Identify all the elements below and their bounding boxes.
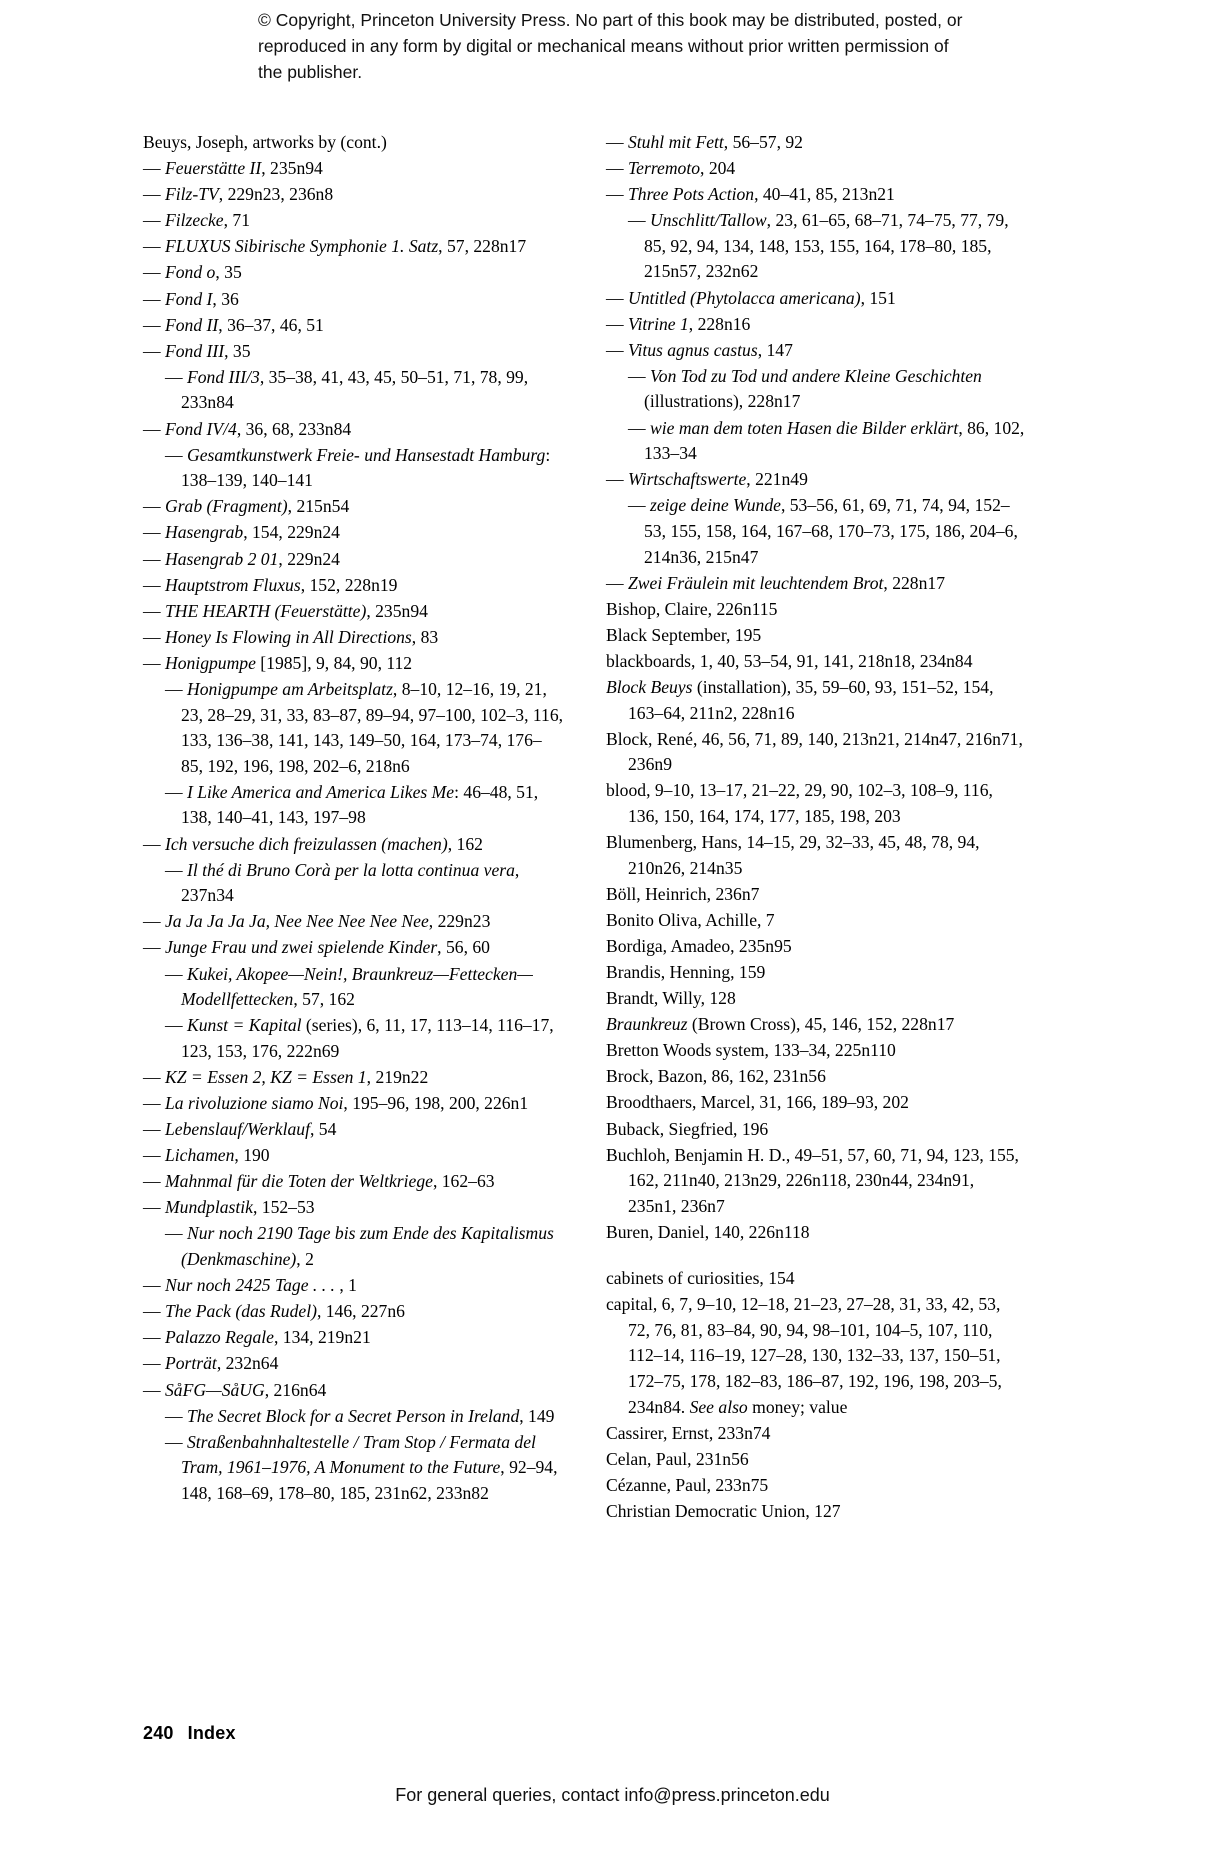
index-entry: — Unschlitt/Tallow, 23, 61–65, 68–71, 74–75, 77, 79, 85, 92, 94, 134, 148, 153, 155, 164, 178–80, 185, 215n57, 232n62: [628, 210, 1009, 282]
index-column-right: [606, 130, 1026, 1525]
index-entry: Cassirer, Ernst, 233n74: [606, 1422, 771, 1443]
index-entry: — Fond II, 36–37, 46, 51: [143, 314, 324, 335]
index-entry: Bordiga, Amadeo, 235n95: [606, 935, 792, 956]
index-entry: — Gesamtkunstwerk Freie- und Hansestadt Hamburg: 138–139, 140–141: [165, 444, 551, 491]
index-entry: — Vitus agnus castus, 147: [606, 339, 793, 360]
index-entry: — The Secret Block for a Secret Person in Ireland, 149: [165, 1405, 555, 1426]
index-entry: — Hasengrab 2 01, 229n24: [143, 548, 340, 569]
index-entry: Brandt, Willy, 128: [606, 988, 736, 1009]
index-entry: — Kunst = Kapital (series), 6, 11, 17, 113–14, 116–17, 123, 153, 176, 222n69: [165, 1015, 554, 1061]
index-entry: — Honigpumpe am Arbeitsplatz, 8–10, 12–16, 19, 21, 23, 28–29, 31, 33, 83–87, 89–94, 97–100, 102–3, 116, 133, 136–38, 141, 143, 149–50, 164, 173–74, 176–85, 192, 196, 198, 202–6, 218n6: [165, 678, 564, 776]
index-entry: — Stuhl mit Fett, 56–57, 92: [606, 132, 803, 152]
index-entry: — Ich versuche dich freizulassen (machen), 162: [143, 833, 483, 854]
index-entry: — THE HEARTH (Feuerstätte), 235n94: [143, 600, 428, 621]
index-entry: — Lichamen, 190: [143, 1145, 270, 1166]
index-entry: — Vitrine 1, 228n16: [606, 313, 751, 334]
index-entry: — Fond IV/4, 36, 68, 233n84: [143, 418, 352, 439]
index-entry: — Fond o, 35: [143, 262, 242, 283]
index-entry: capital, 6, 7, 9–10, 12–18, 21–23, 27–28, 31, 33, 42, 53, 72, 76, 81, 83–84, 90, 94, 98–101, 104–5, 107, 110, 112–14, 116–19, 127–28, 130, 132–33, 137, 150–51, 172–75, 178, 182–83, 186–87, 192, 196, 198, 203–5, 234n84. See also money; value: [606, 1294, 1002, 1417]
index-entry: — FLUXUS Sibirische Symphonie 1. Satz, 57, 228n17: [143, 236, 527, 257]
index-entry: Bonito Oliva, Achille, 7: [606, 909, 775, 930]
index-entry: Black September, 195: [606, 624, 762, 645]
index-entry: Böll, Heinrich, 236n7: [606, 883, 760, 904]
index-entry: — Nur noch 2425 Tage . . . , 1: [143, 1275, 357, 1296]
index-columns: [143, 130, 1098, 1525]
index-entry: — Hauptstrom Fluxus, 152, 228n19: [143, 574, 398, 595]
page-number: 240: [143, 1723, 174, 1743]
index-entry: — Mahnmal für die Toten der Weltkriege, 162–63: [143, 1171, 495, 1192]
index-entry: — SåFG—SåUG, 216n64: [143, 1379, 327, 1400]
index-entry: — Junge Frau und zwei spielende Kinder, 56, 60: [143, 937, 490, 958]
index-entry: Brock, Bazon, 86, 162, 231n56: [606, 1066, 826, 1087]
index-entry: — Three Pots Action, 40–41, 85, 213n21: [606, 184, 895, 205]
index-entry: — Fond I, 36: [143, 288, 239, 309]
index-entry: — Honigpumpe [1985], 9, 84, 90, 112: [143, 652, 413, 673]
index-entry: — Lebenslauf/Werklauf, 54: [143, 1119, 337, 1140]
index-entry: — Zwei Fräulein mit leuchtendem Brot, 228n17: [606, 572, 945, 593]
index-entry: — Fond III/3, 35–38, 41, 43, 45, 50–51, 71, 78, 99, 233n84: [165, 366, 529, 413]
index-column-left: [143, 130, 563, 1525]
index-entry: — Filzecke, 71: [143, 210, 250, 231]
index-entry: — Palazzo Regale, 134, 219n21: [143, 1327, 371, 1348]
footer-queries: For general queries, contact info@press.princeton.edu: [395, 1785, 830, 1805]
index-entry: — Fond III, 35: [143, 340, 251, 361]
index-entry: Blumenberg, Hans, 14–15, 29, 32–33, 45, 48, 78, 94, 210n26, 214n35: [606, 832, 980, 878]
index-entry: — Kukei, Akopee—Nein!, Braunkreuz—Fettecken—Modellfettecken, 57, 162: [165, 963, 533, 1010]
index-entry: Block Beuys (installation), 35, 59–60, 93, 151–52, 154, 163–64, 211n2, 228n16: [606, 676, 994, 723]
index-entry: Cézanne, Paul, 233n75: [606, 1474, 769, 1495]
index-entry: blood, 9–10, 13–17, 21–22, 29, 90, 102–3, 108–9, 116, 136, 150, 164, 174, 177, 185, 198, 203: [606, 780, 993, 826]
running-head: Index: [187, 1723, 236, 1743]
index-entry: Broodthaers, Marcel, 31, 166, 189–93, 202: [606, 1092, 909, 1113]
index-entry: — La rivoluzione siamo Noi, 195–96, 198, 200, 226n1: [143, 1092, 529, 1113]
section-gap: [606, 1246, 1026, 1266]
index-entry: Braunkreuz (Brown Cross), 45, 146, 152, 228n17: [606, 1014, 955, 1035]
index-entry: — Grab (Fragment), 215n54: [143, 496, 350, 517]
index-entry: Block, René, 46, 56, 71, 89, 140, 213n21, 214n47, 216n71, 236n9: [606, 728, 1023, 775]
index-entry: — I Like America and America Likes Me: 46–48, 51, 138, 140–41, 143, 197–98: [165, 781, 539, 828]
index-entry: — Nur noch 2190 Tage bis zum Ende des Kapitalismus (Denkmaschine), 2: [165, 1223, 554, 1270]
index-entry: Bishop, Claire, 226n115: [606, 598, 778, 619]
index-entry: — zeige deine Wunde, 53–56, 61, 69, 71, 74, 94, 152–53, 155, 158, 164, 167–68, 170–73, 175, 186, 204–6, 214n36, 215n47: [628, 495, 1018, 567]
copyright-notice: © Copyright, Princeton University Press. No part of this book may be distributed, posted, or reproduced in any form by digital or mechanical means without prior written permission of the publisher.: [258, 10, 963, 82]
index-entry: Buren, Daniel, 140, 226n118: [606, 1221, 810, 1242]
index-entry: cabinets of curiosities, 154: [606, 1268, 795, 1289]
index-entry: — Wirtschaftswerte, 221n49: [606, 469, 808, 490]
index-entry: Buback, Siegfried, 196: [606, 1118, 769, 1139]
index-entry: — The Pack (das Rudel), 146, 227n6: [143, 1301, 405, 1322]
index-entry: blackboards, 1, 40, 53–54, 91, 141, 218n18, 234n84: [606, 650, 973, 671]
index-entry: — Untitled (Phytolacca americana), 151: [606, 287, 896, 308]
index-entry: Bretton Woods system, 133–34, 225n110: [606, 1040, 896, 1061]
index-entry: Christian Democratic Union, 127: [606, 1500, 841, 1521]
index-entry: — Terremoto, 204: [606, 158, 736, 179]
folio: [143, 1723, 236, 1744]
index-entry: Celan, Paul, 231n56: [606, 1448, 749, 1469]
index-entry: Brandis, Henning, 159: [606, 962, 766, 982]
index-entry: — Ja Ja Ja Ja Ja, Nee Nee Nee Nee Nee, 229n23: [143, 911, 491, 932]
index-entry: — Feuerstätte II, 235n94: [143, 158, 323, 179]
index-entry: — wie man dem toten Hasen die Bilder erklärt, 86, 102, 133–34: [628, 417, 1025, 464]
index-entry: — Straßenbahnhaltestelle / Tram Stop / Fermata del Tram, 1961–1976, A Monument to the Future, 92–94, 148, 168–69, 178–80, 185, 231n62, 233n82: [165, 1431, 558, 1503]
index-entry: Buchloh, Benjamin H. D., 49–51, 57, 60, 71, 94, 123, 155, 162, 211n40, 213n29, 226n118, 230n44, 234n91, 235n1, 236n7: [606, 1144, 1019, 1216]
index-entry: Beuys, Joseph, artworks by (cont.): [143, 132, 387, 152]
index-entry: — Mundplastik, 152–53: [143, 1197, 315, 1218]
index-entry: — KZ = Essen 2, KZ = Essen 1, 219n22: [143, 1066, 429, 1087]
index-entry: — Hasengrab, 154, 229n24: [143, 522, 340, 543]
index-entry: — Honey Is Flowing in All Directions, 83: [143, 626, 439, 647]
index-entry: — Porträt, 232n64: [143, 1353, 279, 1374]
index-entry: — Von Tod zu Tod und andere Kleine Geschichten (illustrations), 228n17: [628, 365, 982, 412]
index-entry: — Il thé di Bruno Corà per la lotta continua vera, 237n34: [165, 859, 520, 906]
index-entry: — Filz-TV, 229n23, 236n8: [143, 184, 334, 205]
